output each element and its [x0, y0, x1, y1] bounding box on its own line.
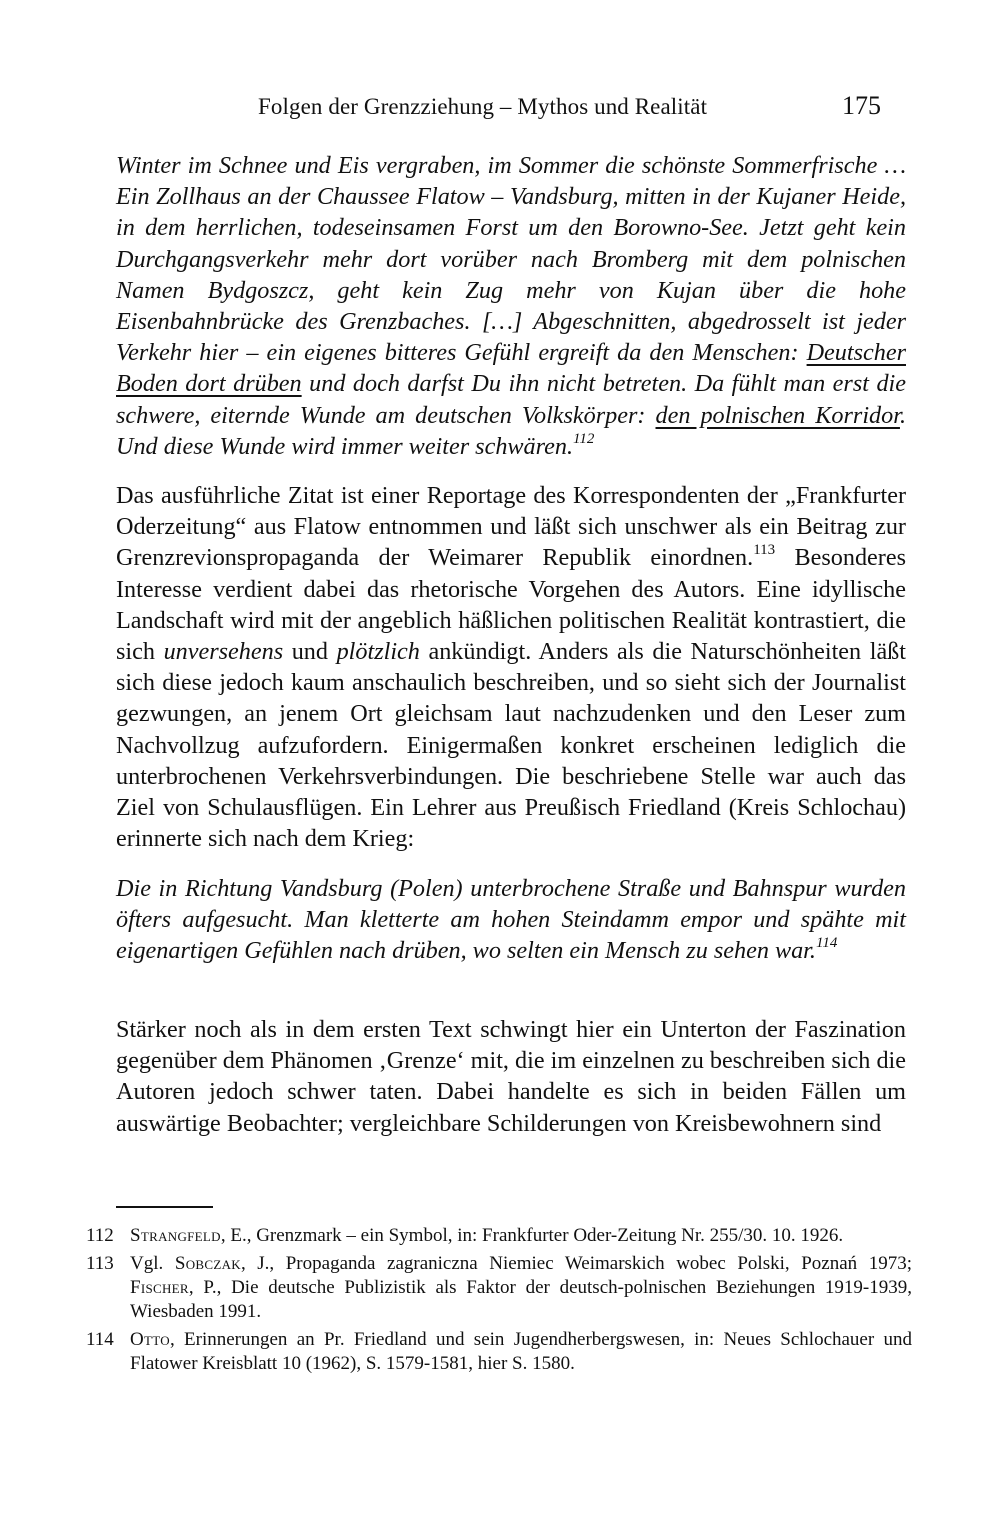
- footnote-number: 112: [86, 1225, 114, 1246]
- body-text: und: [283, 638, 337, 666]
- page-number: 175: [842, 91, 881, 120]
- citation: , Erinnerungen an Pr. Friedland und sein Jugendherbergswesen, in: Neues Schlochauer und Flatower Kreisblatt 10 (1962), S. 1579-1581, hier S. 1580.: [130, 1329, 912, 1374]
- footnote-text: [130, 1252, 912, 1324]
- block-quote-2: [116, 873, 906, 967]
- quote-text: Winter im Schnee und Eis vergraben, im Sommer die schönste Sommerfrische … Ein Zollhaus an der Chaussee Flatow – Vandsburg, mitten in der Kujaner Heide, in dem herrlichen, todeseinsamen Forst um den Borowno-See. Jetzt geht kein Durchgangsverkehr mehr dort vorüber nach Bromberg mit dem polnischen Namen Bydgoszcz, geht kein Zug mehr von Kujan über die hohe Eisenbahnbrücke des Grenzbaches. […] Abgeschnitten, abgedrosselt ist jeder Verkehr hier – ein eigenes bitteres Gefühl ergreift da den Menschen:: [116, 152, 906, 367]
- block-quote-1: [116, 150, 906, 462]
- body-text: Das ausführliche Zitat ist einer Reportage des Korrespondenten der „Frankfurter Oderzeitung“ aus Flatow entnommen und läßt sich unschwer als ein Beitrag zur Grenzrevionspropaganda der Weimarer Republik einordnen.: [116, 482, 906, 572]
- footnote-text: [130, 1328, 912, 1376]
- author-name: Strangfeld: [130, 1225, 221, 1246]
- footnotes: [86, 1224, 912, 1380]
- footnote-divider: [116, 1206, 213, 1208]
- author-name: Sobczak: [174, 1253, 241, 1274]
- body-text: ankündigt. Anders als die Naturschönheiten läßt sich diese jedoch kaum anschaulich beschreiben, und so sieht sich der Journalist gezwungen, an jenem Ort gleichsam laut nachzudenken und den Leser zum Nachvollzug aufzufordern. Einigermaßen konkret erscheinen lediglich die unterbrochenen Verkehrsverbindungen. Die beschriebene Stelle war auch das Ziel von Schulausflügen. Ein Lehrer aus Preußisch Friedland (Kreis Schlochau) erinnerte sich nach dem Krieg:: [116, 638, 906, 853]
- author-name: Otto: [130, 1329, 170, 1350]
- quote-text: und doch darfst Du ihn nicht betreten. Da fühlt man erst die schwere, eiternde Wunde am deutschen Volkskörper:: [116, 370, 907, 429]
- body-text: Besonderes Interesse verdient dabei das rhetorische Vorgehen des Autors. Eine idyllische Landschaft wird mit der angeblich häßlichen politischen Realität kontrastiert, die sich: [116, 544, 906, 666]
- quote-text: . Und diese Wunde wird immer weiter schwären.: [116, 401, 906, 460]
- author-name: Fischer: [130, 1277, 189, 1298]
- underlined-phrase: den polnischen Korridor: [655, 401, 900, 429]
- footnote-number: 114: [86, 1329, 114, 1350]
- running-head: Folgen der Grenzziehung – Mythos und Realität: [258, 94, 708, 119]
- footnote-number: 113: [86, 1253, 114, 1274]
- citation: , E., Grenzmark – ein Symbol, in: Frankfurter Oder-Zeitung Nr. 255/30. 10. 1926.: [220, 1225, 844, 1246]
- footnote-ref: 113: [753, 542, 776, 559]
- emphasis: plötzlich: [336, 638, 420, 666]
- paragraph-1: [116, 480, 906, 854]
- underlined-phrase: Deutscher Boden dort drüben: [116, 339, 906, 398]
- emphasis: unversehens: [163, 638, 284, 666]
- footnote-text: [130, 1224, 912, 1248]
- paragraph-2: Stärker noch als in dem ersten Text schwingt hier ein Unterton der Faszination gegenüber dem Phänomen ‚Grenze‘ mit, die im einzelnen zu beschreiben sich die Autoren jedoch schwer taten. Dabei handelte es sich in beiden Fällen um auswärtige Beobachter; vergleichbare Schilderungen von Kreisbewohnern sind: [116, 1016, 906, 1137]
- footnote-114: [86, 1328, 912, 1376]
- footnote-113: [86, 1252, 912, 1324]
- citation: , J., Propaganda zagraniczna Niemiec Weimarskich wobec Polski, Poznań 1973;: [240, 1253, 912, 1274]
- citation-prefix: Vgl.: [130, 1253, 175, 1274]
- citation: , P., Die deutsche Publizistik als Faktor der deutsch-polnischen Beziehungen 1919-1939, Wiesbaden 1991.: [130, 1277, 912, 1322]
- footnote-ref: 114: [815, 935, 838, 952]
- quote-text: Die in Richtung Vandsburg (Polen) unterbrochene Straße und Bahnspur wurden öfters aufgesucht. Man kletterte am hohen Steindamm empor und spähte mit eigenartigen Gefühlen nach drüben, wo selten ein Mensch zu sehen war.: [116, 875, 906, 965]
- footnote-ref: 112: [573, 430, 595, 447]
- footnote-112: [86, 1224, 912, 1248]
